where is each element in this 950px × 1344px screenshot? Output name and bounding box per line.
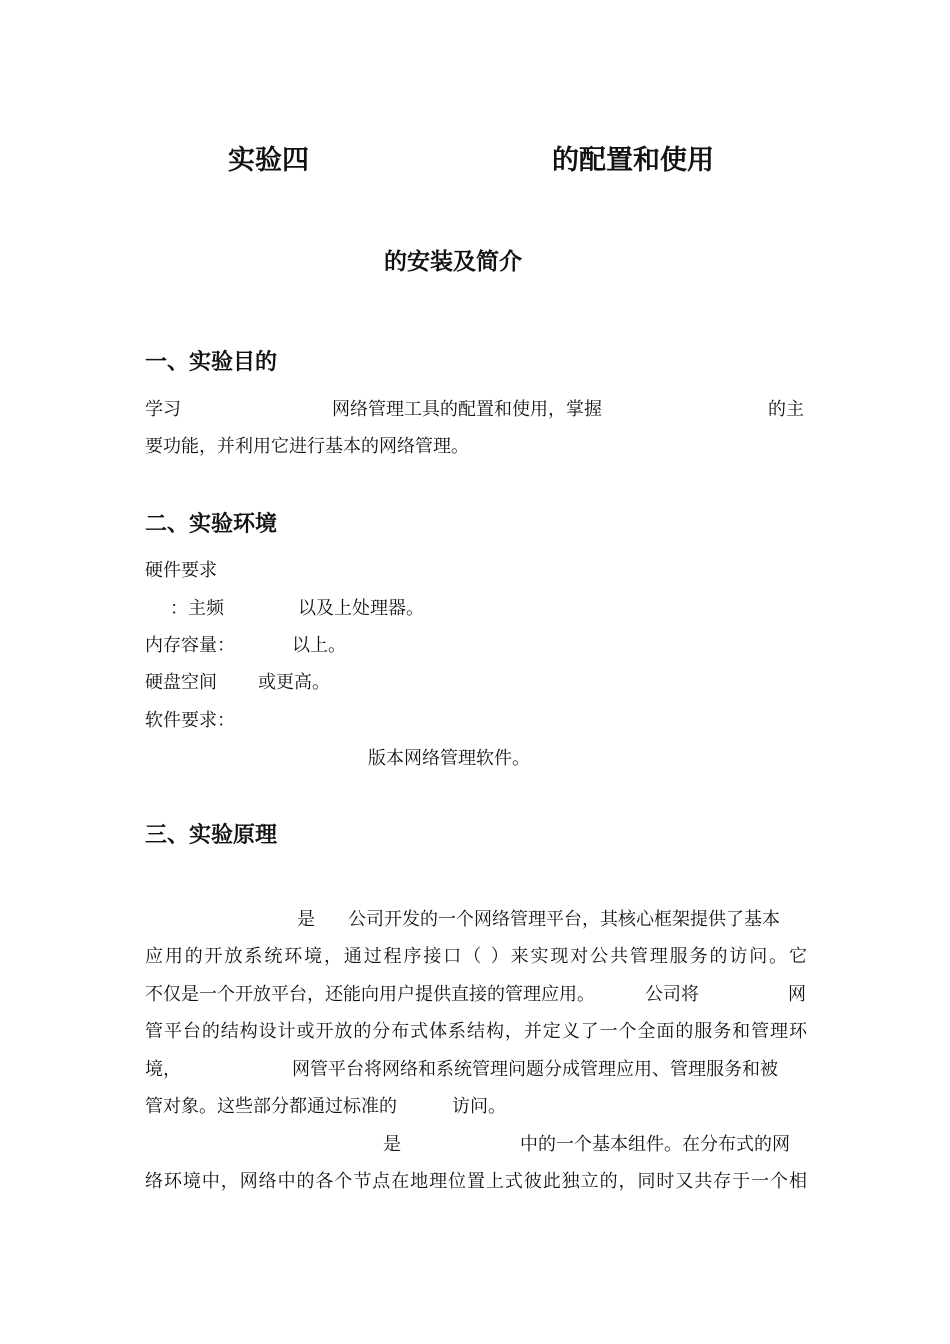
objective-text-fragment: 网络管理工具的配置和使用，掌握 [332,399,602,420]
principle-text-fragment: 管对象。这些部分都通过标准的 [145,1096,397,1117]
principle-text-fragment: 不仅是一个开放平台，还能向用户提供直接的管理应用。 [145,984,595,1005]
section-heading-environment: 二、实验环境 [145,512,278,537]
cpu-requirement-fragment: ：主频 [170,598,224,619]
principle-text-fragment: 公司将 [645,984,699,1005]
section-heading-objective: 一、实验目的 [145,350,278,375]
software-requirements-label: 软件要求： [145,710,235,731]
software-requirement-line: 版本网络管理软件。 [368,748,530,769]
disk-requirement-fragment: 或更高。 [258,672,330,693]
section-heading-principle: 三、实验原理 [145,823,278,848]
title-right: 的配置和使用 [552,145,714,176]
principle-text-fragment: 公司开发的一个网络管理平台，其核心框架提供了基本 [348,909,780,930]
memory-requirement-fragment: 内存容量： [145,635,235,656]
cpu-requirement-fragment: 以及上处理器。 [298,598,424,619]
principle-text-line: 管平台的结构设计或开放的分布式体系结构，并定义了一个全面的服务和管理环 [145,1021,807,1042]
principle-text-line: 络环境中，网络中的各个节点在地理位置上式彼此独立的，同时又共存于一个相 [145,1171,807,1192]
principle-text-fragment: 中的一个基本组件。在分布式的网 [520,1134,790,1155]
principle-text-fragment: 是 [383,1134,401,1155]
disk-requirement-fragment: 硬盘空间 [145,672,217,693]
title-left: 实验四 [228,145,309,176]
principle-text-fragment: 境， [145,1059,181,1080]
objective-text-line: 要功能，并利用它进行基本的网络管理。 [145,436,469,457]
subtitle: 的安装及简介 [384,249,522,275]
principle-text-fragment: 网 [788,984,806,1005]
hardware-requirements-label: 硬件要求 [145,560,217,581]
principle-text-line: 应用的开放系统环境，通过程序接口（ ）来实现对公共管理服务的访问。它 [145,946,807,967]
principle-text-fragment: 是 [297,909,315,930]
memory-requirement-fragment: 以上。 [292,635,346,656]
principle-text-fragment: 网管平台将网络和系统管理问题分成管理应用、管理服务和被 [292,1059,778,1080]
objective-text-fragment: 学习 [145,399,181,420]
principle-text-fragment: 访问。 [452,1096,506,1117]
objective-text-fragment: 的主 [768,399,804,420]
